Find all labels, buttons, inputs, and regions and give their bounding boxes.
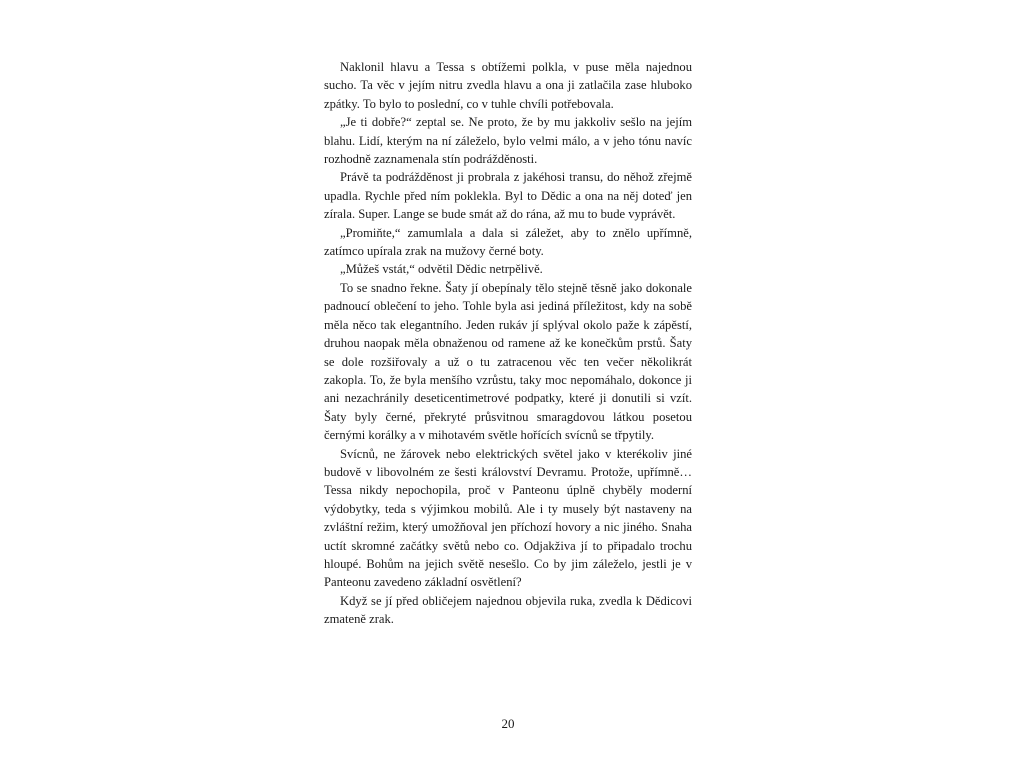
paragraph: Svícnů, ne žárovek nebo elektrických světel jako v kterékoliv jiné budově v libovolném ze šesti království Devramu. Protože, upřímně… Tessa nikdy nepochopila, proč v Panteonu úplně chyběly moderní výdobytky, teda s výjimkou mobilů. Ale i ty musely být nastaveny na zvláštní režim, který umožňoval jen příchozí hovory a nic jiného. Snaha uctít skromné začátky světů nebo co. Odjakživa jí to připadalo trochu hloupé. Bohům na jejich světě nesešlo. Co by jim záleželo, jestli je v Panteonu zavedeno základní osvětlení? xyxy=(324,446,692,590)
paragraph: „Promiňte,“ zamumlala a dala si záležet, aby to znělo upřímně, zatímco upírala zrak na mužovy černé boty. xyxy=(324,225,692,259)
paragraph: Když se jí před obličejem najednou objevila ruka, zvedla k Dědicovi zmateně zrak. xyxy=(324,593,692,627)
page-number: 20 xyxy=(501,716,515,731)
paragraph: „Je ti dobře?“ zeptal se. Ne proto, že by mu jakkoliv sešlo na jejím blahu. Lidí, kterým na ní záleželo, bylo velmi málo, a v jeho tónu navíc rozhodně zaznamenala stín podrážděnosti. xyxy=(324,115,692,167)
paragraph: „Můžeš vstát,“ odvětil Dědic netrpělivě. xyxy=(340,262,543,277)
paragraph: Právě ta podrážděnost ji probrala z jakéhosi transu, do něhož zřejmě upadla. Rychle před ním poklekla. Byl to Dědic a ona na něj doteď jen zírala. Super. Lange se bude smát až do rána, až mu to bude vyprávět. xyxy=(324,170,692,222)
paragraph: Naklonil hlavu a Tessa s obtížemi polkla, v puse měla najednou sucho. Ta věc v jejím nitru zvedla hlavu a ona ji zatlačila zase hluboko zpátky. To bylo to poslední, co v tuhle chvíli potřebovala. xyxy=(324,60,692,111)
page-body-text xyxy=(324,58,692,629)
paragraph: To se snadno řekne. Šaty jí obepínaly tělo stejně těsně jako dokonale padnoucí oblečení to jeho. Tohle byla asi jediná příležitost, kdy na sobě měla něco tak elegantního. Jeden rukáv jí splýval okolo paže k zápěstí, druhou naopak měla obnaženou od ramene až ke konečkům prstů. Šaty se dole rozšiřovaly a už o tu zatracenou věc ten večer několikrát zakopla. To, že byla menšího vzrůstu, taky moc nepomáhalo, dokonce ji ani nezachránily deseticentimetrové podpatky, které ji donutili si vzít. Šaty byly černé, překryté průsvitnou smaragdovou látkou posetou černými korálky a v mihotavém světle hořících svícnů se třpytily. xyxy=(324,280,692,443)
